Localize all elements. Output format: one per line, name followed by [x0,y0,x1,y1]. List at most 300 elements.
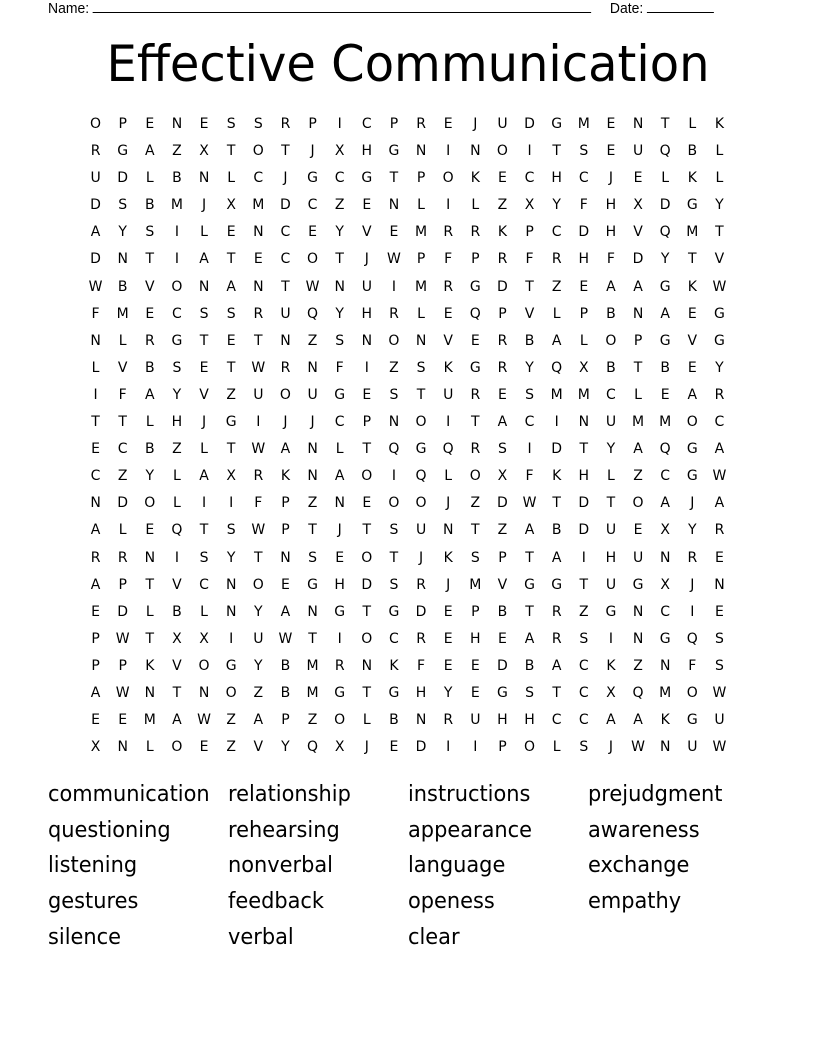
grid-cell[interactable]: L [200,441,208,458]
grid-cell[interactable]: E [715,549,724,566]
grid-cell[interactable]: J [337,522,342,539]
grid-cell[interactable]: T [226,359,236,376]
grid-cell[interactable]: O [632,495,644,512]
grid-cell[interactable]: O [442,170,454,187]
grid-cell[interactable]: G [686,468,698,485]
grid-cell[interactable]: L [362,712,371,729]
grid-cell[interactable]: T [715,224,724,241]
grid-cell[interactable]: G [605,603,617,620]
grid-cell[interactable]: O [144,495,156,512]
grid-cell[interactable]: X [334,739,345,756]
grid-cell[interactable]: E [199,116,209,132]
grid-cell[interactable]: G [334,386,346,403]
grid-cell[interactable]: D [117,170,129,187]
grid-cell[interactable]: R [443,712,454,729]
grid-cell[interactable]: S [118,197,128,214]
grid-cell[interactable]: T [525,278,534,295]
grid-cell[interactable]: T [660,116,670,132]
grid-cell[interactable]: N [144,684,156,701]
grid-cell[interactable]: T [579,576,589,593]
grid-cell[interactable]: G [659,278,671,295]
grid-cell[interactable]: P [118,576,127,593]
grid-cell[interactable]: E [308,224,317,241]
grid-cell[interactable]: X [660,576,670,593]
grid-cell[interactable]: T [118,414,127,431]
grid-cell[interactable]: C [660,603,671,620]
grid-cell[interactable]: E [633,522,643,539]
grid-cell[interactable]: B [606,305,616,322]
grid-cell[interactable]: N [415,332,427,349]
grid-cell[interactable]: X [334,143,345,160]
grid-cell[interactable]: K [280,468,291,485]
grid-cell[interactable]: O [252,143,264,160]
grid-cell[interactable]: C [551,712,562,729]
grid-cell[interactable]: E [660,386,670,403]
grid-cell[interactable]: S [172,359,182,376]
grid-cell[interactable]: A [633,278,643,295]
grid-cell[interactable]: N [144,549,156,566]
grid-cell[interactable]: G [686,197,698,214]
grid-cell[interactable]: J [446,576,451,593]
grid-cell[interactable]: R [90,549,101,566]
grid-cell[interactable]: O [361,468,373,485]
grid-cell[interactable]: N [361,332,373,349]
grid-cell[interactable]: C [334,414,345,431]
grid-cell[interactable]: J [608,170,613,187]
grid-cell[interactable]: E [91,603,100,620]
grid-cell[interactable]: R [470,441,481,458]
grid-cell[interactable]: G [388,684,400,701]
grid-cell[interactable]: T [362,603,372,620]
grid-cell[interactable]: N [307,603,318,620]
grid-cell[interactable]: N [117,739,128,756]
grid-cell[interactable]: P [118,657,127,674]
grid-cell[interactable]: P [362,414,372,431]
grid-cell[interactable]: S [714,657,724,674]
grid-cell[interactable]: M [306,684,319,701]
grid-cell[interactable]: B [606,359,616,376]
grid-cell[interactable]: B [687,143,698,160]
grid-cell[interactable]: S [525,684,534,701]
grid-cell[interactable]: Y [715,359,724,376]
grid-cell[interactable]: N [253,278,264,295]
grid-cell[interactable]: T [389,549,399,566]
grid-cell[interactable]: J [283,414,288,431]
grid-cell[interactable]: L [91,359,100,376]
grid-cell[interactable]: G [686,712,698,729]
grid-cell[interactable]: T [362,441,372,458]
grid-cell[interactable]: D [90,251,101,268]
grid-cell[interactable]: F [688,657,697,674]
grid-cell[interactable]: N [198,684,210,701]
grid-cell[interactable]: D [415,603,427,620]
grid-cell[interactable]: E [443,305,453,322]
grid-cell[interactable]: P [281,495,290,512]
grid-cell[interactable]: O [415,414,427,431]
grid-cell[interactable]: U [443,386,454,403]
grid-cell[interactable]: I [527,143,532,160]
grid-cell[interactable]: K [145,657,155,674]
grid-cell[interactable]: T [308,522,317,539]
grid-cell[interactable]: E [145,522,155,539]
grid-cell[interactable]: W [197,712,211,729]
grid-cell[interactable]: A [90,684,101,701]
grid-cell[interactable]: A [334,468,345,485]
grid-cell[interactable]: P [498,739,507,756]
grid-cell[interactable]: Z [334,197,345,214]
grid-cell[interactable]: T [254,549,263,566]
grid-cell[interactable]: B [145,441,155,458]
grid-cell[interactable]: M [577,116,590,132]
grid-cell[interactable]: B [280,657,291,674]
grid-cell[interactable]: W [387,251,401,268]
grid-cell[interactable]: O [415,495,427,512]
grid-cell[interactable]: G [551,116,563,132]
grid-cell[interactable]: G [307,576,318,593]
grid-cell[interactable]: C [524,170,535,187]
grid-cell[interactable]: F [254,495,263,512]
grid-cell[interactable]: H [605,549,617,566]
grid-cell[interactable]: U [280,305,291,322]
grid-cell[interactable]: L [118,332,127,349]
grid-cell[interactable]: W [115,684,130,701]
grid-cell[interactable]: N [225,576,237,593]
grid-cell[interactable]: C [334,170,345,187]
grid-cell[interactable]: T [281,143,290,160]
grid-cell[interactable]: R [334,657,345,674]
grid-cell[interactable]: Q [632,684,644,701]
grid-cell[interactable]: G [551,576,563,593]
grid-cell[interactable]: Y [606,441,616,458]
grid-cell[interactable]: S [253,116,263,132]
grid-cell[interactable]: E [579,278,589,295]
grid-cell[interactable]: O [198,657,210,674]
grid-cell[interactable]: O [307,251,319,268]
grid-cell[interactable]: G [334,684,346,701]
grid-cell[interactable]: I [364,359,369,376]
grid-cell[interactable]: T [172,684,182,701]
grid-cell[interactable]: N [198,170,210,187]
grid-cell[interactable]: C [551,224,562,241]
grid-cell[interactable]: C [578,684,589,701]
grid-cell[interactable]: Q [659,143,671,160]
grid-cell[interactable]: N [361,657,373,674]
grid-cell[interactable]: T [416,386,426,403]
grid-cell[interactable]: F [579,197,588,214]
grid-cell[interactable]: Z [307,495,318,512]
grid-cell[interactable]: F [118,386,127,403]
grid-cell[interactable]: I [174,549,179,566]
grid-cell[interactable]: W [251,522,266,539]
grid-cell[interactable]: A [606,278,616,295]
grid-cell[interactable]: Z [633,468,643,485]
grid-cell[interactable]: M [550,386,563,403]
grid-cell[interactable]: L [227,170,236,187]
grid-cell[interactable]: J [310,414,315,431]
grid-cell[interactable]: S [145,224,155,241]
grid-cell[interactable]: T [471,522,480,539]
grid-cell[interactable]: E [443,116,453,132]
grid-cell[interactable]: G [361,170,373,187]
grid-cell[interactable]: E [443,603,453,620]
grid-cell[interactable]: R [551,603,562,620]
grid-cell[interactable]: A [660,495,670,512]
grid-cell[interactable]: C [524,414,535,431]
grid-cell[interactable]: J [283,170,288,187]
grid-cell[interactable]: N [415,143,427,160]
grid-cell[interactable]: Z [172,143,182,160]
grid-cell[interactable]: X [199,143,209,160]
grid-cell[interactable]: C [307,197,318,214]
grid-cell[interactable]: W [88,278,103,295]
grid-cell[interactable]: A [660,305,670,322]
grid-cell[interactable]: W [712,739,727,756]
grid-cell[interactable]: R [416,116,426,132]
grid-cell[interactable]: C [280,251,291,268]
grid-cell[interactable]: P [471,251,480,268]
grid-cell[interactable]: N [632,603,644,620]
grid-cell[interactable]: E [362,197,372,214]
grid-cell[interactable]: V [497,576,508,593]
grid-cell[interactable]: K [714,116,725,132]
grid-cell[interactable]: T [281,278,290,295]
grid-cell[interactable]: D [659,197,671,214]
grid-cell[interactable]: X [606,684,616,701]
name-field[interactable] [93,0,591,13]
grid-cell[interactable]: M [686,224,699,241]
grid-cell[interactable]: H [497,712,508,729]
grid-cell[interactable]: C [361,116,372,132]
grid-cell[interactable]: T [254,332,263,349]
grid-cell[interactable]: L [661,170,670,187]
grid-cell[interactable]: S [416,359,426,376]
grid-cell[interactable]: R [416,576,426,593]
grid-cell[interactable]: T [199,332,209,349]
grid-cell[interactable]: S [389,576,399,593]
grid-cell[interactable]: X [579,359,589,376]
grid-cell[interactable]: J [364,739,369,756]
grid-cell[interactable]: S [226,116,236,132]
grid-cell[interactable]: M [306,657,319,674]
grid-cell[interactable]: E [281,576,290,593]
grid-cell[interactable]: Q [415,468,427,485]
grid-cell[interactable]: H [578,468,590,485]
grid-cell[interactable]: R [497,359,508,376]
grid-cell[interactable]: M [659,414,672,431]
grid-cell[interactable]: G [659,630,671,647]
grid-cell[interactable]: L [552,739,561,756]
grid-cell[interactable]: L [145,739,154,756]
grid-cell[interactable]: C [280,224,291,241]
grid-cell[interactable]: Y [525,359,534,376]
grid-cell[interactable]: D [551,441,563,458]
grid-cell[interactable]: N [659,739,671,756]
grid-cell[interactable]: A [551,332,562,349]
grid-cell[interactable]: Y [443,684,453,701]
grid-cell[interactable]: L [145,170,154,187]
grid-cell[interactable]: K [443,549,453,566]
grid-cell[interactable]: J [446,495,451,512]
grid-cell[interactable]: T [362,684,372,701]
grid-cell[interactable]: Z [470,495,481,512]
grid-cell[interactable]: U [253,386,264,403]
grid-cell[interactable]: N [442,522,454,539]
grid-cell[interactable]: T [335,251,344,268]
grid-cell[interactable]: A [714,495,725,512]
grid-cell[interactable]: Y [688,522,697,539]
grid-cell[interactable]: P [91,657,100,674]
grid-cell[interactable]: D [117,495,129,512]
grid-cell[interactable]: A [90,522,101,539]
grid-cell[interactable]: S [470,549,480,566]
grid-cell[interactable]: K [687,278,697,295]
grid-cell[interactable]: E [470,684,480,701]
grid-cell[interactable]: H [470,630,481,647]
grid-cell[interactable]: Y [118,224,127,241]
grid-cell[interactable]: N [280,549,291,566]
grid-cell[interactable]: N [659,549,671,566]
grid-cell[interactable]: K [443,359,453,376]
grid-cell[interactable]: T [308,630,317,647]
grid-cell[interactable]: E [687,305,697,322]
grid-cell[interactable]: W [115,630,130,647]
grid-cell[interactable]: S [226,305,236,322]
grid-cell[interactable]: N [307,359,318,376]
grid-cell[interactable]: S [497,441,507,458]
grid-cell[interactable]: H [524,712,535,729]
grid-cell[interactable]: L [173,495,181,512]
grid-cell[interactable]: M [170,197,183,214]
grid-cell[interactable]: E [443,657,453,674]
grid-cell[interactable]: Y [145,468,155,485]
grid-cell[interactable]: N [659,657,671,674]
grid-cell[interactable]: T [145,630,155,647]
grid-cell[interactable]: P [389,116,399,132]
grid-cell[interactable]: E [199,739,209,756]
grid-cell[interactable]: N [334,278,345,295]
grid-cell[interactable]: O [605,332,617,349]
grid-cell[interactable]: L [417,197,425,214]
grid-cell[interactable]: B [497,603,508,620]
grid-cell[interactable]: T [145,576,155,593]
grid-cell[interactable]: I [229,630,234,647]
grid-cell[interactable]: Y [552,197,561,214]
grid-cell[interactable]: F [444,251,453,268]
grid-cell[interactable]: D [497,495,508,512]
grid-cell[interactable]: E [633,170,643,187]
grid-cell[interactable]: R [470,386,481,403]
grid-cell[interactable]: I [93,386,98,403]
grid-cell[interactable]: H [171,414,183,431]
grid-cell[interactable]: K [389,657,399,674]
grid-cell[interactable]: D [415,739,427,756]
grid-cell[interactable]: N [225,603,237,620]
grid-cell[interactable]: H [415,684,427,701]
grid-cell[interactable]: R [714,522,725,539]
grid-cell[interactable]: I [256,414,261,431]
grid-cell[interactable]: Z [497,197,508,214]
grid-cell[interactable]: U [253,630,264,647]
grid-cell[interactable]: X [226,197,236,214]
grid-cell[interactable]: O [334,712,346,729]
grid-cell[interactable]: A [606,712,616,729]
grid-cell[interactable]: E [362,386,372,403]
grid-cell[interactable]: N [415,712,427,729]
grid-cell[interactable]: B [660,359,670,376]
grid-cell[interactable]: K [497,224,508,241]
grid-cell[interactable]: W [631,739,645,756]
grid-cell[interactable]: R [443,278,454,295]
grid-cell[interactable]: A [633,712,643,729]
grid-cell[interactable]: Z [307,712,318,729]
grid-cell[interactable]: G [632,576,644,593]
grid-cell[interactable]: D [90,197,101,214]
grid-cell[interactable]: G [524,576,535,593]
grid-cell[interactable]: L [552,305,561,322]
grid-cell[interactable]: N [388,414,400,431]
grid-cell[interactable]: Q [388,441,400,458]
grid-cell[interactable]: E [606,116,616,132]
grid-cell[interactable]: J [690,576,695,593]
grid-cell[interactable]: Q [551,359,563,376]
grid-cell[interactable]: H [334,576,345,593]
grid-cell[interactable]: I [229,495,234,512]
grid-cell[interactable]: L [444,468,453,485]
grid-cell[interactable]: Q [659,441,671,458]
grid-cell[interactable]: C [606,386,616,403]
grid-cell[interactable]: R [443,224,454,241]
grid-cell[interactable]: G [469,278,481,295]
grid-cell[interactable]: N [307,468,318,485]
grid-cell[interactable]: D [497,278,508,295]
grid-cell[interactable]: Z [226,739,236,756]
grid-cell[interactable]: W [712,684,727,701]
grid-cell[interactable]: G [225,657,237,674]
grid-cell[interactable]: I [174,251,179,268]
grid-cell[interactable]: X [497,468,508,485]
grid-cell[interactable]: C [660,468,671,485]
grid-cell[interactable]: E [226,224,236,241]
grid-cell[interactable]: Y [254,603,263,620]
grid-cell[interactable]: E [606,143,616,160]
grid-cell[interactable]: Y [254,657,263,674]
grid-cell[interactable]: M [577,386,590,403]
grid-cell[interactable]: O [361,549,373,566]
grid-cell[interactable]: N [90,495,101,512]
grid-cell[interactable]: S [579,143,589,160]
grid-cell[interactable]: O [252,576,264,593]
grid-cell[interactable]: D [361,576,373,593]
grid-cell[interactable]: P [281,522,290,539]
grid-cell[interactable]: P [308,116,317,132]
grid-cell[interactable]: D [578,224,590,241]
grid-cell[interactable]: E [226,332,236,349]
grid-cell[interactable]: A [226,278,236,295]
grid-cell[interactable]: N [632,305,644,322]
grid-cell[interactable]: R [90,143,101,160]
grid-cell[interactable]: R [551,251,562,268]
grid-cell[interactable]: D [632,251,644,268]
grid-cell[interactable]: A [90,224,101,241]
grid-cell[interactable]: N [388,197,400,214]
grid-cell[interactable]: K [660,712,670,729]
grid-cell[interactable]: N [470,143,481,160]
grid-cell[interactable]: G [307,170,318,187]
grid-cell[interactable]: G [388,603,400,620]
grid-cell[interactable]: C [578,170,589,187]
grid-cell[interactable]: A [145,143,155,160]
grid-cell[interactable]: A [90,576,101,593]
